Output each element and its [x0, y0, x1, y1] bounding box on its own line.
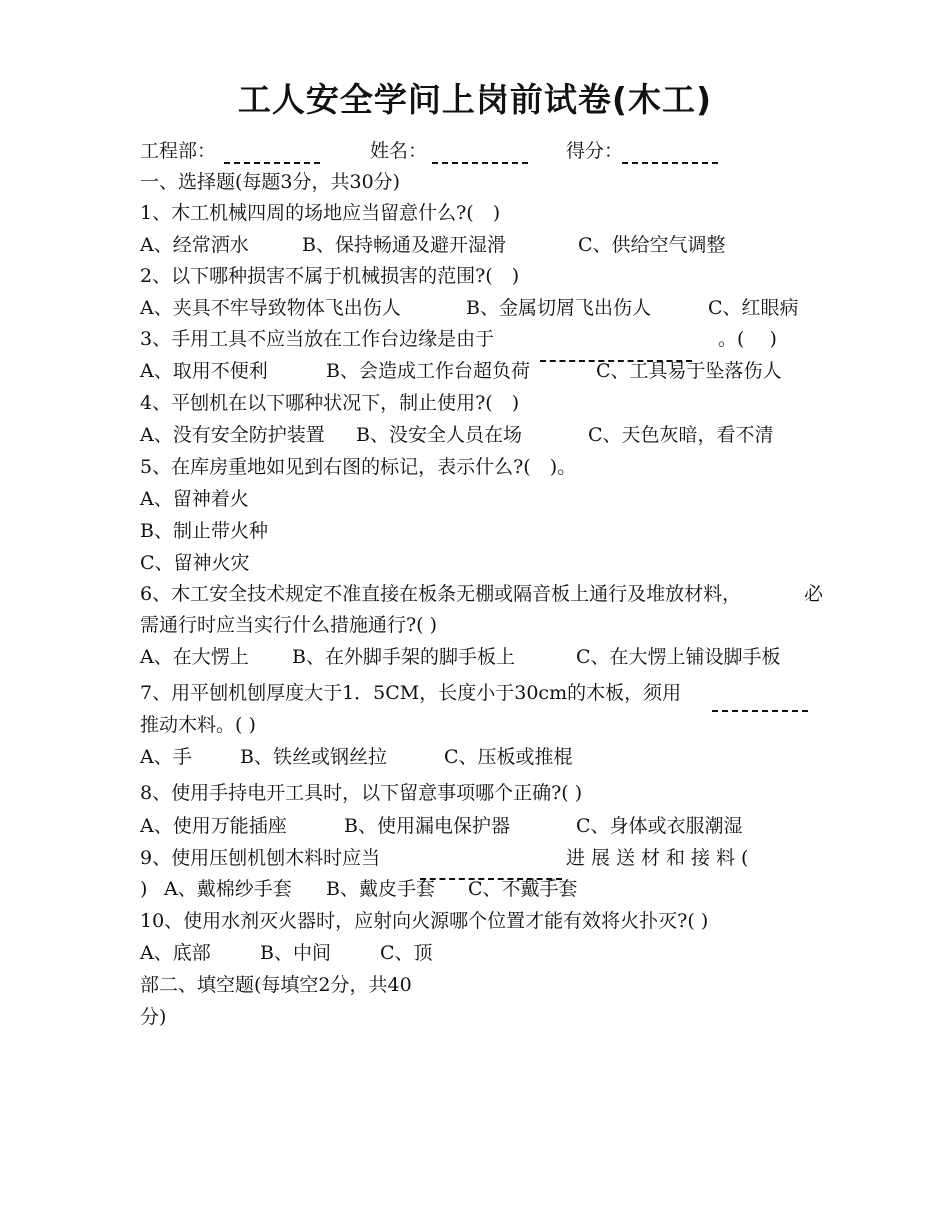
question-7-line-2: 推动木料。( )	[140, 714, 256, 736]
q8-option-b: B、使用漏电保护器	[344, 815, 510, 837]
question-10: 10、使用水剂灭火器时，应射向火源哪个位置才能有效将火扑灭?( )	[140, 910, 709, 932]
score-blank	[622, 162, 718, 164]
section-1-heading: 一、选择题(每题3分，共30分)	[140, 171, 401, 193]
q5-option-b: B、制止带火种	[140, 520, 268, 542]
q1-option-b: B、保持畅通及避开湿滑	[302, 234, 506, 256]
question-6: 6、木工安全技术规定不准直接在板条无棚或隔音板上通行及堆放材料，	[140, 583, 742, 605]
q9-option-a: A、戴棉纱手套	[164, 878, 292, 900]
q2-option-c: C、红眼病	[708, 297, 799, 319]
question-9: 9、使用压刨机刨木料时应当	[140, 847, 381, 869]
q6-option-c: C、在大愣上铺设脚手板	[576, 646, 781, 668]
question-5: 5、在库房重地如见到右图的标记，表示什么?( )。	[140, 456, 577, 478]
question-8: 8、使用手持电开工具时，以下留意事项哪个正确?( )	[140, 782, 583, 804]
q6-option-b: B、在外脚手架的脚手板上	[292, 646, 515, 668]
name-label: 姓名：	[370, 140, 428, 162]
q7-option-b: B、铁丝或钢丝拉	[240, 746, 387, 768]
department-label: 工程部：	[140, 140, 217, 162]
q2-option-a: A、夹具不牢导致物体飞出伤人	[140, 297, 401, 319]
q10-option-a: A、底部	[140, 942, 211, 964]
section-2-heading: 部二、填空题(每填空2分，共40	[140, 974, 412, 996]
q4-option-b: B、没安全人员在场	[356, 424, 522, 446]
q3-option-c: C、工具易于坠落伤人	[596, 360, 782, 382]
q8-option-c: C、身体或衣服潮湿	[576, 815, 743, 837]
q9-option-b: B、戴皮手套	[326, 878, 435, 900]
q5-option-a: A、留神着火	[140, 488, 249, 510]
q3-option-a: A、取用不便利	[140, 360, 268, 382]
q8-option-a: A、使用万能插座	[140, 815, 287, 837]
section-2-heading-line-2: 分)	[140, 1006, 167, 1028]
q9-option-c: C、不戴手套	[468, 878, 578, 900]
score-label: 得分：	[566, 140, 624, 162]
question-3-tail: 。( )	[718, 328, 777, 350]
q1-option-a: A、经常洒水	[140, 234, 249, 256]
q7-option-a: A、手	[140, 746, 192, 768]
question-2: 2、以下哪种损害不属于机械损害的范围?( )	[140, 265, 520, 287]
q10-option-b: B、中间	[260, 942, 331, 964]
question-6-tail: 必	[804, 583, 824, 605]
question-1: 1、木工机械四周的场地应当留意什么?( )	[140, 202, 501, 224]
name-blank	[432, 162, 528, 164]
question-4: 4、平刨机在以下哪种状况下，制止使用?( )	[140, 392, 520, 414]
q7-option-c: C、压板或推棍	[444, 746, 573, 768]
q6-option-a: A、在大愣上	[140, 646, 249, 668]
question-9-line-2: )	[140, 878, 148, 900]
question-6-line-2: 需通行时应当实行什么措施通行?( )	[140, 614, 438, 636]
q1-option-c: C、供给空气调整	[578, 234, 726, 256]
department-blank	[224, 162, 320, 164]
q4-option-a: A、没有安全防护装置	[140, 424, 325, 446]
q2-option-b: B、金属切屑飞出伤人	[466, 297, 651, 319]
q4-option-c: C、天色灰暗，看不清	[588, 424, 774, 446]
q7-answer-blank	[712, 710, 808, 712]
question-3: 3、手用工具不应当放在工作台边缘是由于	[140, 328, 495, 350]
question-9-tail: 进展送材和接料(	[566, 847, 755, 869]
q10-option-c: C、顶	[380, 942, 433, 964]
q5-option-c: C、留神火灾	[140, 552, 250, 574]
page-title: 工人安全学问上岗前试卷(木工)	[237, 80, 713, 119]
q3-option-b: B、会造成工作台超负荷	[326, 360, 530, 382]
question-7: 7、用平刨机刨厚度大于1．5CM，长度小于30cm的木板，须用	[140, 682, 682, 704]
